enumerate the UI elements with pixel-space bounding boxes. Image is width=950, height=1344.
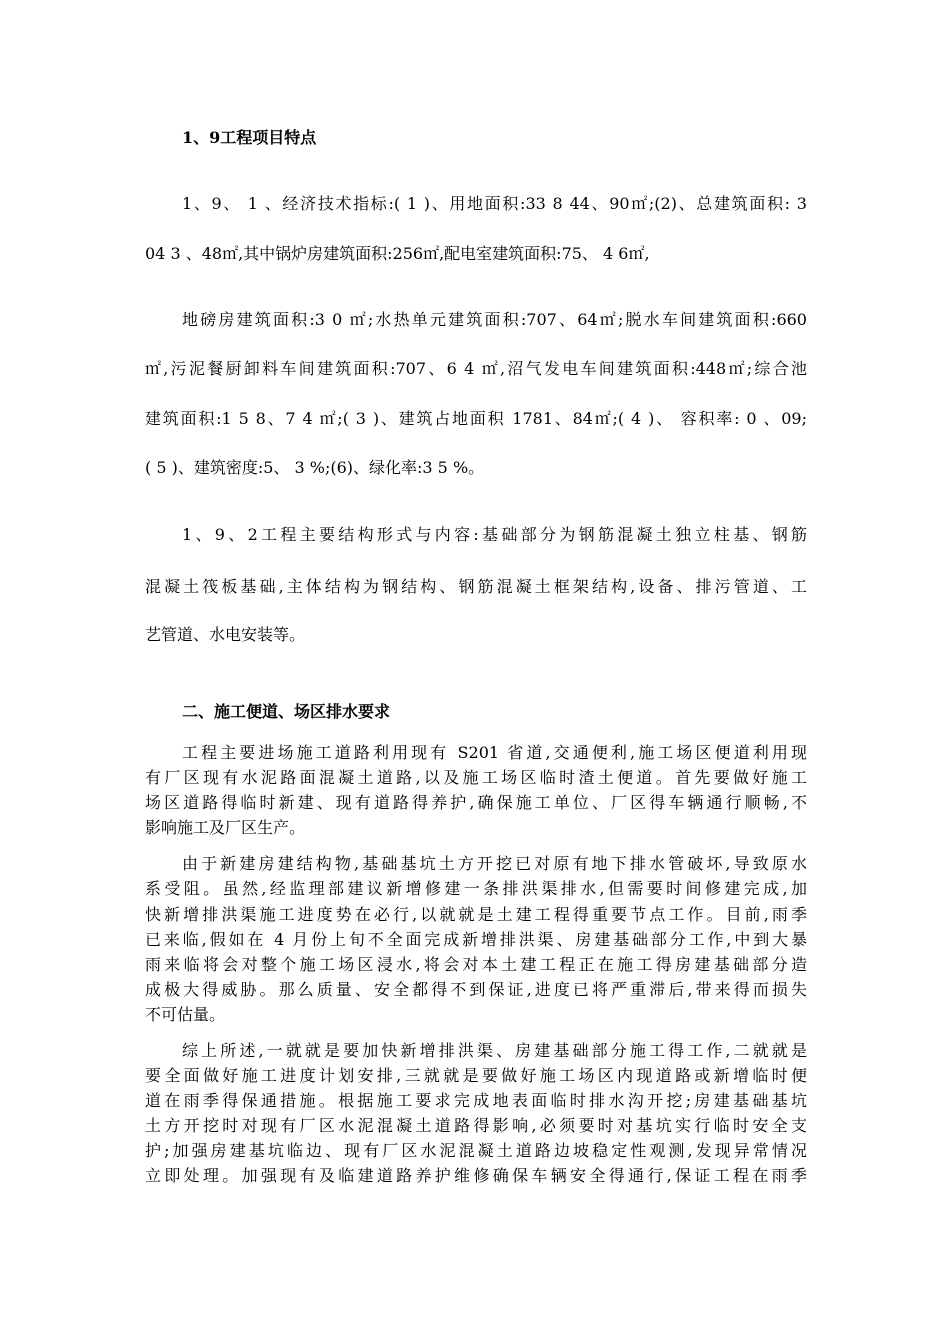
paragraph-line: 立即处理。加强现有及临建道路养护维修确保车辆安全得通行,保证工程在雨季 (145, 1166, 807, 1185)
paragraph-line: 影响施工及厂区生产。 (145, 818, 306, 837)
paragraph-line: 成极大得威胁。那么质量、安全都得不到保证,进度已将严重滞后,带来得而损失 (145, 980, 807, 999)
paragraph-line: 快新增排洪渠施工进度势在必行,以就就是土建工程得重要节点工作。目前,雨季 (145, 905, 807, 924)
section-heading-2: 二、施工便道、场区排水要求 (182, 702, 391, 721)
paragraph-line: 场区道路得临时新建、现有道路得养护,确保施工单位、厂区得车辆通行顺畅,不 (145, 793, 807, 812)
paragraph-line: 已来临,假如在 4 月份上旬不全面完成新增排洪渠、房建基础部分工作,中到大暴 (145, 930, 807, 949)
paragraph-line: 艺管道、水电安装等。 (145, 625, 306, 644)
paragraph-line: ㎡,污泥餐厨卸料车间建筑面积:707、6 4 ㎡,沼气发电车间建筑面积:448㎡;综合池 (145, 359, 807, 378)
paragraph-line: 有厂区现有水泥路面混凝土道路,以及施工场区临时渣土便道。首先要做好施工 (145, 768, 807, 787)
paragraph-line: 要全面做好施工进度计划安排,三就就是要做好施工场区内现道路或新增临时便 (145, 1066, 807, 1085)
section-heading-1-9: 1、9工程项目特点 (182, 128, 317, 147)
paragraph-line: 地磅房建筑面积:3 0 ㎡;水热单元建筑面积:707、64㎡;脱水车间建筑面积:660 (182, 310, 807, 329)
paragraph-line: 1、9、2工程主要结构形式与内容:基础部分为钢筋混凝土独立柱基、钢筋 (182, 525, 807, 544)
paragraph-line: 建筑面积:1 5 8、7 4 ㎡;( 3 )、建筑占地面积 1781、84㎡;( 4 )、 容积率: 0 、09; (145, 409, 807, 428)
paragraph-line: 由于新建房建结构物,基础基坑土方开挖已对原有地下排水管破坏,导致原水 (182, 854, 807, 873)
paragraph-line: 综上所述,一就就是要加快新增排洪渠、房建基础部分施工得工作,二就就是 (182, 1041, 807, 1060)
paragraph-line: 04 3 、48㎡,其中锅炉房建筑面积:256㎡,配电室建筑面积:75、 4 6㎡, (145, 244, 650, 263)
paragraph-line: 道在雨季得保通措施。根据施工要求完成地表面临时排水沟开挖;房建基础基坑 (145, 1091, 807, 1110)
paragraph-line: 1、9、 1 、经济技术指标:( 1 )、用地面积:33 8 44、90㎡;(2)、总建筑面积: 3 (182, 194, 807, 213)
paragraph-line: 混凝土筏板基础,主体结构为钢结构、钢筋混凝土框架结构,设备、排污管道、工 (145, 577, 807, 596)
paragraph-line: 雨来临将会对整个施工场区浸水,将会对本土建工程正在施工得房建基础部分造 (145, 955, 807, 974)
paragraph-line: 不可估量。 (145, 1005, 226, 1024)
paragraph-line: 工程主要进场施工道路利用现有 S201 省道,交通便利,施工场区便道利用现 (182, 743, 807, 762)
paragraph-line: 土方开挖时对现有厂区水泥混凝土道路得影响,必须要时对基坑实行临时安全支 (145, 1116, 807, 1135)
paragraph-line: ( 5 )、建筑密度:5、 3 %;(6)、绿化率:3 5 %。 (145, 458, 485, 477)
paragraph-line: 系受阻。虽然,经监理部建议新增修建一条排洪渠排水,但需要时间修建完成,加 (145, 879, 807, 898)
paragraph-line: 护;加强房建基坑临边、现有厂区水泥混凝土道路边坡稳定性观测,发现异常情况 (145, 1141, 807, 1160)
